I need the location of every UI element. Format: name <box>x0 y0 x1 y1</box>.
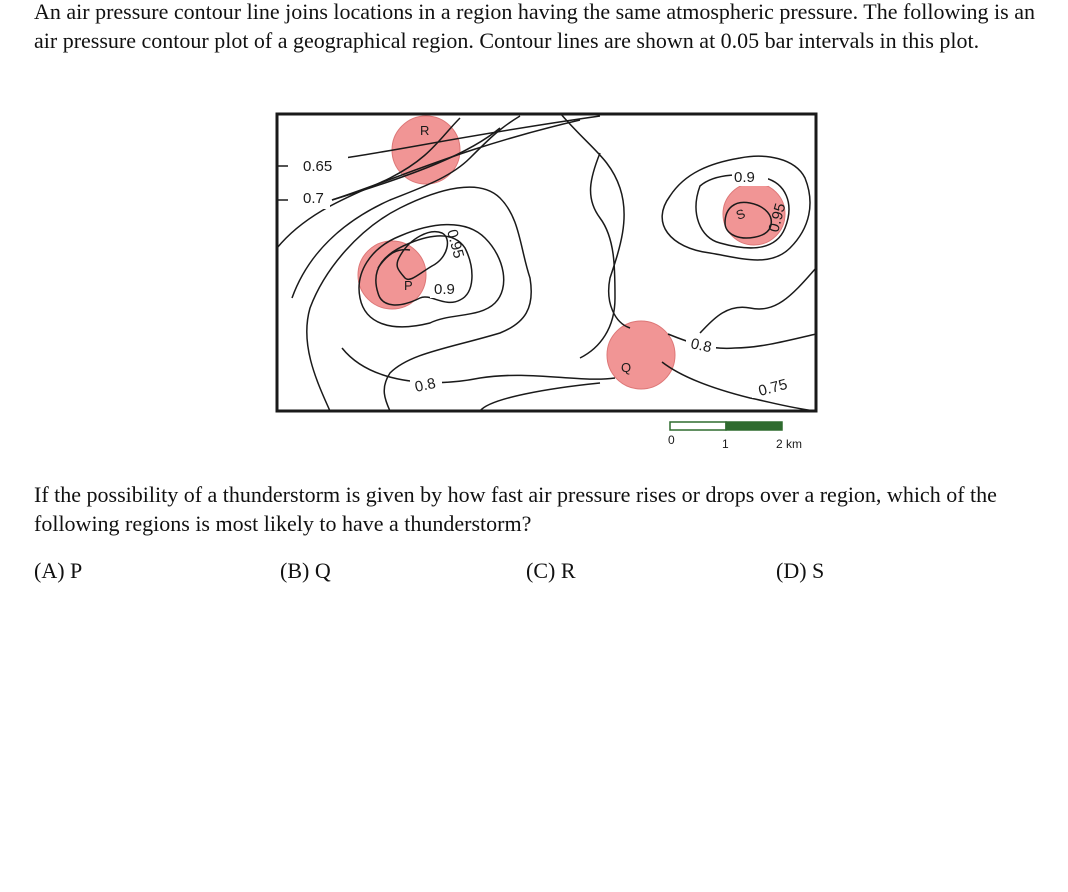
region-marker-p: P <box>404 278 413 293</box>
scale-label: 0 <box>668 433 675 447</box>
contour-label: 0.8 <box>413 374 438 396</box>
pressure-contour-map <box>270 108 830 468</box>
scale-segment <box>670 422 726 430</box>
option-c[interactable]: (C) R <box>526 558 576 583</box>
scale-segment <box>726 422 782 430</box>
contour-label: 0.65 <box>303 158 333 175</box>
question-paragraph: If the possibility of a thunderstorm is given by how fast air pressure rises or drops over a region, which of the following regions is most likely to have a thunderstorm? <box>34 482 997 536</box>
region-marker-s: S <box>733 205 748 223</box>
contour-label: 0.75 <box>756 375 790 400</box>
contour-label: 0.9 <box>434 281 455 298</box>
region-q-highlight <box>607 321 675 389</box>
contour-label: 0.9 <box>734 169 755 186</box>
contour-label: 0.7 <box>303 190 324 207</box>
scale-label: 2 km <box>776 437 803 451</box>
scale-bar <box>668 422 802 451</box>
contour-label: 0.95 <box>765 201 790 235</box>
contour-label: 0.8 <box>689 335 714 357</box>
region-marker-r: R <box>420 123 430 138</box>
option-b[interactable]: (B) Q <box>280 558 331 583</box>
scale-label: 1 <box>722 437 729 451</box>
option-d[interactable]: (D) S <box>776 558 825 583</box>
intro-paragraph: An air pressure contour line joins locations in a region having the same atmospheric pressure. The following is an air pressure contour plot of a geographical region. Contour lines are shown at 0.05 bar intervals in this plot. <box>34 0 1035 53</box>
region-marker-q: Q <box>621 360 632 375</box>
region-p-highlight <box>358 241 426 309</box>
contour-label: 0.95 <box>443 227 468 261</box>
option-a[interactable]: (A) P <box>34 558 83 583</box>
